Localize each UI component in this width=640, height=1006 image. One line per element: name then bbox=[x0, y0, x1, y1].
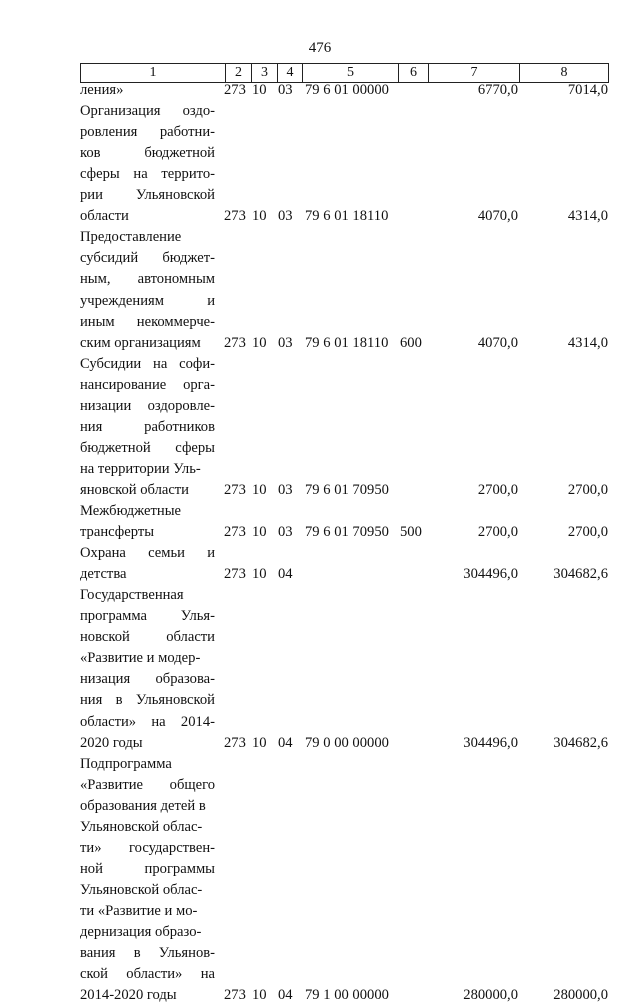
word: ти «Развитие и мо- bbox=[80, 902, 198, 919]
col-1-text bbox=[80, 648, 215, 669]
text-line bbox=[0, 648, 640, 669]
col-5-code: 79 1 00 00000 bbox=[305, 987, 389, 1004]
col-3-code: 10 bbox=[252, 208, 267, 225]
col-1-text bbox=[80, 669, 215, 690]
text-line bbox=[0, 417, 640, 438]
word: оздо- bbox=[182, 103, 215, 120]
col-3-code: 10 bbox=[252, 734, 267, 751]
text-line bbox=[0, 922, 640, 943]
col-4-code: 04 bbox=[278, 566, 293, 583]
word: ков bbox=[80, 145, 101, 162]
word: работников bbox=[144, 418, 215, 435]
col-1-text bbox=[80, 585, 215, 606]
col-7-value: 4070,0 bbox=[477, 208, 518, 225]
text-line bbox=[0, 312, 640, 333]
col-1-text bbox=[80, 227, 215, 248]
word: Ульяновской bbox=[135, 692, 215, 709]
word: некоммерче- bbox=[136, 313, 215, 330]
col-4-code: 04 bbox=[278, 734, 293, 751]
word: на bbox=[133, 166, 148, 183]
col-8-value: 4314,0 bbox=[567, 208, 608, 225]
col-1-text bbox=[80, 122, 215, 143]
col-3-code: 10 bbox=[252, 566, 267, 583]
text-line bbox=[0, 817, 640, 838]
col-1-text bbox=[80, 459, 215, 480]
col-1-text bbox=[80, 733, 215, 754]
word: государствен- bbox=[129, 839, 215, 856]
word: низация bbox=[80, 671, 131, 688]
word: 2014-2020 годы bbox=[80, 987, 177, 1004]
text-line bbox=[0, 690, 640, 711]
header-cell-1: 1 bbox=[149, 65, 157, 80]
col-8-value: 7014,0 bbox=[567, 82, 608, 98]
col-2-code: 273 bbox=[224, 334, 246, 351]
col-1-text bbox=[80, 185, 215, 206]
table-row bbox=[0, 985, 640, 1006]
col-7-value: 2700,0 bbox=[477, 481, 518, 498]
word: вания bbox=[80, 945, 116, 962]
col-2-code: 273 bbox=[224, 566, 246, 583]
text-line bbox=[0, 396, 640, 417]
col-1-text bbox=[80, 543, 215, 564]
word: ти» bbox=[80, 839, 102, 856]
col-1-text bbox=[80, 354, 215, 375]
word: ровления bbox=[80, 124, 138, 141]
text-line bbox=[0, 796, 640, 817]
word: бюджетной bbox=[144, 145, 215, 162]
word: Государственная bbox=[80, 587, 184, 604]
word: бюджет- bbox=[162, 250, 215, 267]
col-1-text bbox=[80, 838, 215, 859]
col-1-text bbox=[80, 312, 215, 333]
word: ным, bbox=[80, 271, 111, 288]
header-cell-5: 5 bbox=[302, 64, 398, 82]
word: на территории Уль- bbox=[80, 460, 201, 477]
text-line bbox=[0, 543, 640, 564]
col-1-text bbox=[80, 564, 215, 585]
word: и bbox=[207, 292, 215, 309]
word: области bbox=[80, 208, 129, 225]
col-2-code: 273 bbox=[224, 82, 246, 98]
col-5-code: 79 6 01 70950 bbox=[305, 524, 389, 541]
text-line bbox=[0, 101, 640, 122]
table-row bbox=[0, 333, 640, 354]
word: ской bbox=[80, 966, 108, 983]
word: «Развитие и модер- bbox=[80, 650, 201, 667]
col-1-text bbox=[80, 775, 215, 796]
col-1-text bbox=[80, 164, 215, 185]
col-1-text bbox=[80, 712, 215, 733]
table-row bbox=[0, 733, 640, 754]
text-line bbox=[0, 227, 640, 248]
col-4-code: 03 bbox=[278, 334, 293, 351]
word: детства bbox=[80, 566, 127, 583]
col-1-text bbox=[80, 985, 215, 1006]
col-4-code: 03 bbox=[278, 82, 293, 98]
col-5-code: 79 6 01 70950 bbox=[305, 481, 389, 498]
header-cell-2: 2 bbox=[225, 64, 251, 82]
page-number: 476 bbox=[308, 40, 332, 56]
col-8-value: 304682,6 bbox=[553, 734, 608, 751]
word: новской bbox=[80, 629, 130, 646]
table-row bbox=[0, 564, 640, 585]
word: рии bbox=[80, 187, 103, 204]
col-7-value: 6770,0 bbox=[477, 82, 518, 98]
word: ния bbox=[80, 692, 103, 709]
col-2-code: 273 bbox=[224, 524, 246, 541]
word: Охрана bbox=[80, 545, 126, 562]
col-3-code: 10 bbox=[252, 524, 267, 541]
word: программа bbox=[80, 608, 148, 625]
col-2-code: 273 bbox=[224, 481, 246, 498]
col-1-text bbox=[80, 964, 215, 985]
table-row bbox=[0, 522, 640, 543]
word: сферы bbox=[80, 166, 120, 183]
col-1-text bbox=[80, 206, 215, 227]
word: области» bbox=[80, 713, 137, 730]
text-line bbox=[0, 859, 640, 880]
word: ским организациям bbox=[80, 334, 201, 351]
text-line bbox=[0, 838, 640, 859]
word: Улья- bbox=[180, 608, 215, 625]
col-5-code: 79 6 01 18110 bbox=[305, 208, 389, 225]
col-1-text bbox=[80, 859, 215, 880]
col-1-text bbox=[80, 375, 215, 396]
text-line bbox=[0, 627, 640, 648]
word: области» bbox=[126, 966, 183, 983]
col-1-text bbox=[80, 101, 215, 122]
word: Организация bbox=[80, 103, 161, 120]
text-line bbox=[0, 943, 640, 964]
text-line bbox=[0, 712, 640, 733]
col-4-code: 03 bbox=[278, 208, 293, 225]
col-3-code: 10 bbox=[252, 334, 267, 351]
col-6-code: 600 bbox=[400, 334, 422, 351]
word: области bbox=[166, 629, 215, 646]
col-7-value: 304496,0 bbox=[463, 734, 518, 751]
word: Предоставление bbox=[80, 229, 182, 246]
word: софи- bbox=[179, 355, 215, 372]
text-line bbox=[0, 606, 640, 627]
col-1-text bbox=[80, 606, 215, 627]
col-1-text bbox=[80, 901, 215, 922]
col-1-text bbox=[80, 943, 215, 964]
col-4-code: 04 bbox=[278, 987, 293, 1004]
col-3-code: 10 bbox=[252, 481, 267, 498]
col-2-code: 273 bbox=[224, 734, 246, 751]
col-1-text bbox=[80, 80, 215, 101]
word: в bbox=[133, 945, 141, 962]
col-1-text bbox=[80, 627, 215, 648]
word: иным bbox=[80, 313, 115, 330]
col-1-text bbox=[80, 501, 215, 522]
word: орга- bbox=[183, 376, 215, 393]
col-8-value: 304682,6 bbox=[553, 566, 608, 583]
text-line bbox=[0, 375, 640, 396]
word: на bbox=[200, 966, 215, 983]
text-line bbox=[0, 164, 640, 185]
col-7-value: 2700,0 bbox=[477, 524, 518, 541]
word: низации bbox=[80, 397, 132, 414]
word: ления» bbox=[80, 82, 124, 98]
word: бюджетной bbox=[80, 439, 151, 456]
text-line bbox=[0, 880, 640, 901]
text-line bbox=[0, 143, 640, 164]
col-7-value: 4070,0 bbox=[477, 334, 518, 351]
col-1-text bbox=[80, 817, 215, 838]
word: 2014- bbox=[180, 713, 215, 730]
text-line bbox=[0, 964, 640, 985]
header-cell-4: 4 bbox=[277, 64, 302, 82]
word: сферы bbox=[175, 439, 215, 456]
col-5-code: 79 6 01 18110 bbox=[305, 334, 389, 351]
word: Межбюджетные bbox=[80, 503, 182, 519]
word: Подпрограмма bbox=[80, 755, 172, 772]
word: семьи bbox=[148, 545, 185, 562]
word: ной bbox=[80, 860, 103, 877]
text-line bbox=[0, 501, 640, 522]
word: дернизация образо- bbox=[80, 924, 202, 940]
word: оздоровле- bbox=[147, 397, 215, 414]
col-1-text bbox=[80, 248, 215, 269]
text-line bbox=[0, 901, 640, 922]
col-1-text bbox=[80, 880, 215, 901]
text-line bbox=[0, 775, 640, 796]
col-3-code: 10 bbox=[252, 987, 267, 1004]
word: Ульянов- bbox=[158, 945, 215, 962]
header-cell-7: 7 bbox=[428, 64, 519, 82]
word: «Развитие bbox=[80, 776, 144, 793]
col-1-text bbox=[80, 269, 215, 290]
header-cell-3: 3 bbox=[251, 64, 277, 82]
col-1-text bbox=[80, 480, 215, 501]
table-row bbox=[0, 480, 640, 501]
text-line bbox=[0, 669, 640, 690]
word: субсидий bbox=[80, 250, 139, 267]
text-line bbox=[0, 754, 640, 775]
text-line bbox=[0, 122, 640, 143]
col-8-value: 2700,0 bbox=[567, 481, 608, 498]
col-1-text bbox=[80, 796, 215, 817]
header-cell-6: 6 bbox=[398, 64, 428, 82]
col-1-text bbox=[80, 333, 215, 354]
word: образования детей в bbox=[80, 797, 206, 814]
col-7-value: 280000,0 bbox=[463, 987, 518, 1004]
word: Ульяновской облас- bbox=[80, 881, 203, 898]
word: ния bbox=[80, 418, 103, 435]
col-1-text bbox=[80, 522, 215, 543]
col-1-text bbox=[80, 417, 215, 438]
col-3-code: 10 bbox=[252, 82, 267, 98]
word: Ульяновской bbox=[135, 187, 215, 204]
word: Ульяновской облас- bbox=[80, 818, 203, 835]
word: учреждениям bbox=[80, 292, 164, 309]
word: на bbox=[151, 713, 166, 730]
word: нансирование bbox=[80, 376, 167, 393]
word: образова- bbox=[155, 671, 215, 688]
table-row bbox=[0, 80, 640, 101]
col-1-text bbox=[80, 438, 215, 459]
col-1-text bbox=[80, 396, 215, 417]
col-5-code: 79 0 00 00000 bbox=[305, 734, 389, 751]
word: на bbox=[153, 355, 168, 372]
text-line bbox=[0, 354, 640, 375]
word: автономным bbox=[137, 271, 215, 288]
col-1-text bbox=[80, 143, 215, 164]
word: общего bbox=[169, 776, 215, 793]
header-cell-8: 8 bbox=[519, 64, 608, 82]
text-line bbox=[0, 459, 640, 480]
word: 2020 годы bbox=[80, 734, 143, 751]
col-8-value: 2700,0 bbox=[567, 524, 608, 541]
text-line bbox=[0, 185, 640, 206]
col-4-code: 03 bbox=[278, 481, 293, 498]
word: террито- bbox=[161, 166, 215, 183]
col-6-code: 500 bbox=[400, 524, 422, 541]
col-2-code: 273 bbox=[224, 208, 246, 225]
text-line bbox=[0, 248, 640, 269]
word: трансферты bbox=[80, 524, 155, 541]
word: и bbox=[207, 545, 215, 562]
col-1-text bbox=[80, 922, 215, 943]
word: Субсидии bbox=[80, 355, 142, 372]
col-8-value: 280000,0 bbox=[553, 987, 608, 1004]
col-1-text bbox=[80, 690, 215, 711]
table-row bbox=[0, 206, 640, 227]
text-line bbox=[0, 438, 640, 459]
col-2-code: 273 bbox=[224, 987, 246, 1004]
col-8-value: 4314,0 bbox=[567, 334, 608, 351]
col-7-value: 304496,0 bbox=[463, 566, 518, 583]
word: в bbox=[115, 692, 123, 709]
word: работни- bbox=[159, 124, 215, 141]
col-1-text bbox=[80, 291, 215, 312]
col-1-text bbox=[80, 754, 215, 775]
word: программы bbox=[144, 860, 215, 877]
word: яновской области bbox=[80, 481, 189, 498]
text-line bbox=[0, 269, 640, 290]
col-4-code: 03 bbox=[278, 524, 293, 541]
col-5-code: 79 6 01 00000 bbox=[305, 82, 389, 98]
text-line bbox=[0, 585, 640, 606]
text-line bbox=[0, 291, 640, 312]
